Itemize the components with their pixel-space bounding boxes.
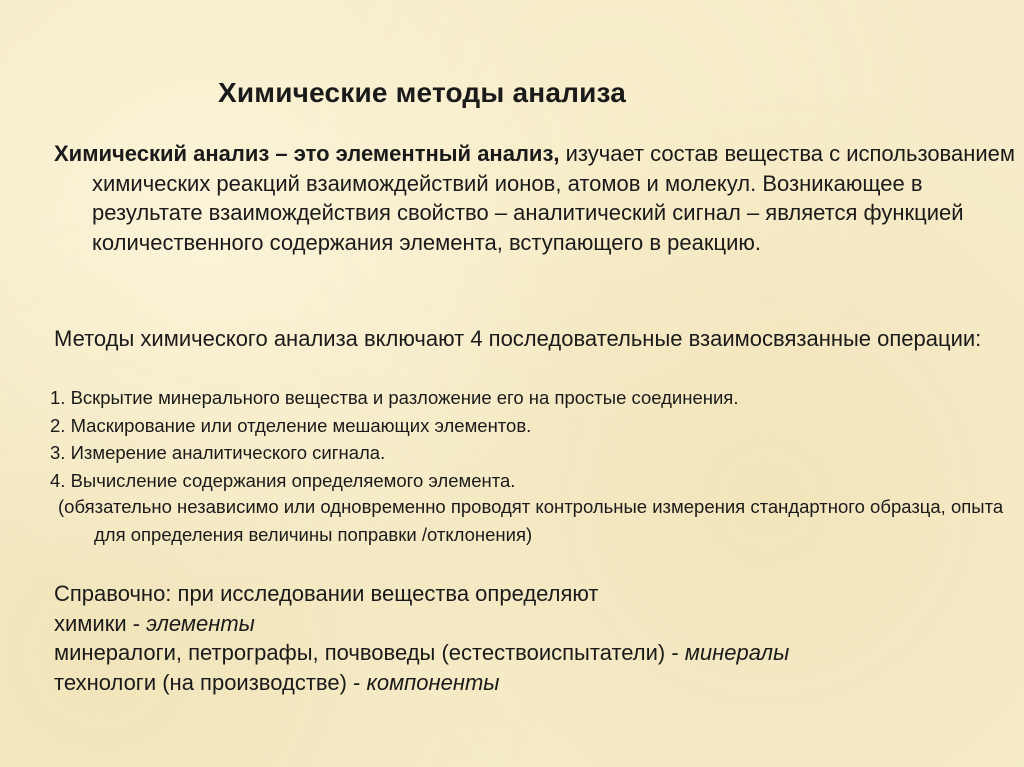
definition-text: изучает состав вещества с использованием химических реакций взаимождействий ионов, атомов и молекул. Возникающее в результате взаимождействия свойство – аналитический сигнал – является функцией количественного содержания элемента, вступающего в реакцию. [92,141,1016,255]
reference-what: элементы [146,610,255,636]
methods-intro: Методы химического анализа включают 4 последовательные взаимосвязанные операции: [54,326,982,351]
list-item: 2. Маскирование или отделение мешающих элементов. [50,414,532,436]
reference-who: химики - [54,610,147,636]
reference-row [54,609,994,639]
control-note: (обязательно независимо или одновременно проводят контрольные измерения стандартного образца, опыта для определения величины поправки /отклонения) [58,496,1004,545]
reference-intro: Справочно: при исследовании вещества определяют [54,581,599,606]
definition-paragraph [54,139,1024,257]
reference-who: минералоги, петрографы, почвоведы (естествоиспытатели) - [54,640,685,665]
reference-what: минералы [684,640,790,665]
reference-block [54,579,994,697]
steps-list [50,384,1000,494]
reference-row [54,668,994,698]
slide-title: Химические методы анализа [218,77,627,108]
list-item: 3. Измерение аналитического сигнала. [50,442,386,463]
reference-row [54,638,994,668]
reference-what: компоненты [366,669,500,695]
reference-who: технологи (на производстве) - [54,669,367,695]
definition-term: Химический анализ – это элементный анализ, [54,141,560,166]
list-item: 1. Вскрытие минерального вещества и разложение его на простые соединения. [50,387,739,408]
list-item: 4. Вычисление содержания определяемого элемента. [50,469,516,491]
